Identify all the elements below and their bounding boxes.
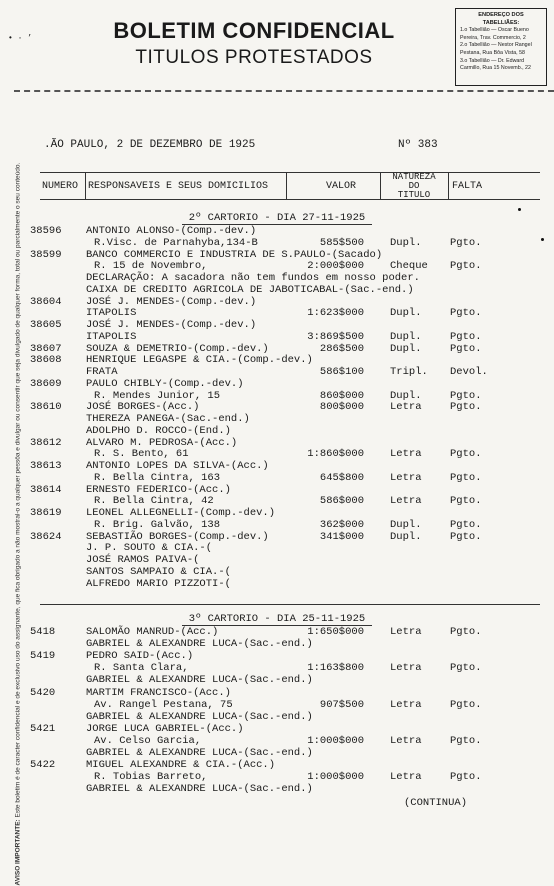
notary-address-line: 1.o Tabellião — Oscar Bueno: [460, 27, 529, 34]
notary-address-line: 3.o Tabellião — Dr. Edward: [460, 57, 525, 64]
table-row: [0, 626, 554, 639]
fault-reason: Pgto.: [450, 260, 482, 273]
entry-number: 5420: [30, 686, 56, 699]
title-nature: Letra: [390, 495, 422, 508]
fault-reason: Pgto.: [450, 342, 482, 355]
title-nature: Letra: [390, 771, 422, 784]
section-title: 3º CARTORIO - DIA 25-11-1925: [188, 613, 366, 625]
responsible-party: GABRIEL & ALEXANDRE LUCA-(Sac.-end.): [86, 674, 313, 687]
fault-reason: Pgto.: [450, 662, 482, 675]
responsible-party: PEDRO SAID-(Acc.): [86, 650, 194, 663]
responsible-party: Av. Rangel Pestana, 75: [94, 698, 233, 711]
amount: 860$000: [319, 389, 364, 402]
bulletin-subtitle: TITULOS PROTESTADOS: [135, 47, 373, 68]
section-title: 2º CARTORIO - DIA 27-11-1925: [188, 212, 366, 224]
notary-addresses-title: ENDEREÇO DOS TABELLIÃES:: [478, 12, 524, 26]
notary-address-line: Pereira, Trav. Commercio, 2: [460, 34, 526, 41]
responsible-party: R. Bella Cintra, 163: [94, 471, 221, 484]
amount: 586$100: [319, 366, 364, 378]
entry-number: 38599: [30, 248, 62, 261]
responsible-party: GABRIEL & ALEXANDRE LUCA-(Sac.-end.): [86, 747, 313, 759]
table-row: [0, 783, 554, 796]
entry-number: 38607: [30, 342, 62, 355]
responsible-party: MIGUEL ALEXANDRE & CIA.-(Acc.): [86, 759, 276, 772]
amount: 907$500: [319, 698, 364, 711]
table-row: [0, 662, 554, 675]
fault-reason: Devol.: [450, 366, 488, 378]
table-header: [40, 172, 540, 200]
fault-reason: Pgto.: [450, 236, 482, 249]
entry-number: 38604: [30, 295, 62, 308]
entry-number: 38609: [30, 377, 62, 390]
fault-reason: Pgto.: [450, 448, 482, 461]
entry-number: 5419: [30, 650, 56, 663]
entry-number: 5421: [30, 722, 56, 735]
fault-reason: Pgto.: [450, 530, 482, 543]
title-nature: Letra: [390, 626, 422, 638]
fault-reason: Pgto.: [450, 518, 482, 531]
amount: 1:000$000: [307, 734, 364, 747]
entry-number: 38619: [30, 507, 62, 519]
column-divider: [380, 173, 381, 199]
fault-reason: Pgto.: [450, 495, 482, 508]
column-divider: [286, 173, 287, 199]
table-row: [0, 723, 554, 736]
header-responsaveis: RESPONSAVEIS E SEUS DOMICILIOS: [88, 180, 269, 192]
title-nature: Dupl.: [390, 518, 422, 531]
responsible-party: J. P. SOUTO & CIA.-(: [86, 542, 213, 555]
amount: 585$500: [319, 236, 364, 249]
table-row: [0, 711, 554, 724]
table-row: [0, 578, 554, 591]
responsible-party: MARTIM FRANCISCO-(Acc.): [86, 686, 231, 699]
table-row: [0, 771, 554, 784]
responsible-party: R. Mendes Junior, 15: [94, 389, 221, 402]
responsible-party: PAULO CHIBLY-(Comp.-dev.): [86, 377, 244, 390]
header-natureza-line: DO: [408, 180, 420, 191]
responsible-party: JOSÉ BORGES-(Acc.): [86, 401, 200, 414]
title-nature: Dupl.: [390, 530, 422, 543]
entry-number: 38610: [30, 401, 62, 414]
amount: 3:869$500: [307, 330, 364, 343]
amount: 1:623$000: [307, 307, 364, 320]
responsible-party: SOUZA & DEMETRIO-(Comp.-dev.): [86, 342, 269, 355]
entry-number: 38624: [30, 530, 62, 543]
responsible-party: R.Visc. de Parnahyba,134-B: [94, 236, 258, 249]
title-nature: Dupl.: [390, 236, 422, 249]
notary-address-line: Carmillo, Rua 15 Novemb., 22: [460, 65, 531, 72]
responsible-party: R. Tobias Barreto,: [94, 771, 208, 784]
entry-number: 38613: [30, 460, 62, 472]
responsible-party: GABRIEL & ALEXANDRE LUCA-(Sac.-end.): [86, 783, 313, 796]
entry-number: 38608: [30, 354, 62, 367]
responsible-party: HENRIQUE LEGASPE & CIA.-(Comp.-dev.): [86, 354, 313, 367]
print-speck: [518, 208, 521, 211]
table-row: [0, 735, 554, 748]
amount: 2:000$000: [307, 260, 364, 273]
responsible-party: R. 15 de Novembro,: [94, 260, 208, 273]
table-row: [0, 747, 554, 760]
responsible-party: R. Santa Clara,: [94, 662, 189, 675]
responsible-party: ITAPOLIS: [86, 330, 137, 343]
responsible-party: THEREZA PANEGA-(Sac.-end.): [86, 413, 250, 425]
fault-reason: Pgto.: [450, 626, 482, 638]
responsible-party: BANCO COMMERCIO E INDUSTRIA DE S.PAULO-(Sacado): [86, 248, 383, 261]
responsible-party: FRATA: [86, 366, 118, 378]
table-row: [0, 699, 554, 712]
fault-reason: Pgto.: [450, 734, 482, 747]
header-falta: FALTA: [452, 180, 483, 192]
responsible-party: ANTONIO ALONSO-(Comp.-dev.): [86, 225, 257, 237]
entry-number: 38596: [30, 225, 62, 237]
entry-number: 5422: [30, 759, 56, 772]
notice-text: Este boletim é de caracter confidencial e de exclusivo uso do assignante, que fica obrigado a não mostral-o a qualquer pessôa e divulgar ou consentir que seja divulgado de qualquer forma, total ou parcialmente o seu conteúdo.: [14, 162, 22, 818]
entry-number: 38612: [30, 436, 62, 449]
bulletin-number: Nº 383: [398, 139, 438, 151]
title-nature: Dupl.: [390, 307, 422, 320]
header-natureza-line: NATUREZA: [392, 171, 436, 182]
fault-reason: Pgto.: [450, 771, 482, 784]
amount: 1:860$000: [307, 448, 364, 461]
fault-reason: Pgto.: [450, 471, 482, 484]
responsible-party: R. Brig. Galvão, 138: [94, 518, 221, 531]
title-nature: Letra: [390, 448, 422, 461]
responsible-party: ALVARO M. PEDROSA-(Acc.): [86, 436, 238, 449]
notary-address-line: 2.o Tabellião — Nestor Rangel: [460, 42, 532, 49]
responsible-party: Av. Celso Garcia,: [94, 734, 202, 747]
responsible-party: DECLARAÇÃO: A sacadora não tem fundos em nosso poder.: [86, 272, 420, 284]
column-divider: [85, 173, 86, 199]
amount: 362$000: [319, 518, 364, 531]
title-nature: Letra: [390, 401, 422, 414]
fault-reason: Pgto.: [450, 389, 482, 402]
responsible-party: SEBASTIÃO BORGES-(Comp.-dev.): [86, 530, 269, 543]
notary-addresses-box: [455, 8, 547, 86]
section-divider: [40, 604, 540, 605]
responsible-party: JORGE LUCA GABRIEL-(Acc.): [86, 722, 244, 735]
page-mark: • · ’: [8, 34, 33, 43]
amount: 286$500: [319, 342, 364, 355]
responsible-party: LEONEL ALLEGNELLI-(Comp.-dev.): [86, 507, 276, 519]
amount: 1:163$800: [307, 662, 364, 675]
entry-number: 38614: [30, 483, 62, 496]
amount: 1:650$000: [307, 626, 364, 638]
continues-label: (CONTINUA): [404, 797, 468, 809]
responsible-party: GABRIEL & ALEXANDRE LUCA-(Sac.-end.): [86, 638, 313, 651]
responsible-party: CAIXA DE CREDITO AGRICOLA DE JABOTICABAL-(Sac.-end.): [86, 283, 414, 296]
title-nature: Letra: [390, 734, 422, 747]
responsible-party: JOSÉ J. MENDES-(Comp.-dev.): [86, 295, 257, 308]
responsible-party: R. Bella Cintra, 42: [94, 495, 214, 508]
table-row: [0, 650, 554, 663]
notary-address-line: Pestana, Rua Bôa Vista, 58: [460, 49, 525, 56]
title-nature: Dupl.: [390, 389, 422, 402]
table-row: [0, 674, 554, 687]
amount: 1:000$000: [307, 771, 364, 784]
table-row: [0, 759, 554, 772]
header-natureza: [382, 173, 446, 199]
table-row: [0, 687, 554, 700]
notice-label: AVISO IMPORTANTE:: [14, 819, 22, 886]
title-nature: Cheque: [390, 260, 428, 273]
responsible-party: ALFREDO MARIO PIZZOTI-(: [86, 577, 231, 590]
header-numero: NUMERO: [42, 180, 79, 192]
fault-reason: Pgto.: [450, 698, 482, 711]
entry-number: 38605: [30, 319, 62, 331]
fault-reason: Pgto.: [450, 401, 482, 414]
header-divider: [14, 90, 554, 92]
responsible-party: ADOLPHO D. ROCCO-(End.): [86, 424, 231, 437]
header-valor: VALOR: [326, 180, 357, 192]
responsible-party: JOSÉ J. MENDES-(Comp.-dev.): [86, 319, 257, 331]
table-row: [0, 638, 554, 651]
responsible-party: ERNESTO FEDERICO-(Acc.): [86, 483, 231, 496]
title-nature: Tripl.: [390, 366, 428, 378]
amount: 645$800: [319, 471, 364, 484]
title-nature: Letra: [390, 471, 422, 484]
entry-number: 5418: [30, 626, 56, 638]
responsible-party: R. S. Bento, 61: [94, 448, 189, 461]
fault-reason: Pgto.: [450, 330, 482, 343]
header-natureza-line: TITULO: [397, 189, 431, 200]
responsible-party: JOSÉ RAMOS PAIVA-(: [86, 554, 200, 566]
responsible-party: SALOMÃO MANRUD-(Acc.): [86, 626, 219, 638]
title-nature: Dupl.: [390, 330, 422, 343]
responsible-party: SANTOS SAMPAIO & CIA.-(: [86, 565, 231, 578]
amount: 800$000: [319, 401, 364, 414]
title-nature: Letra: [390, 698, 422, 711]
column-divider: [448, 173, 449, 199]
bulletin-title: BOLETIM CONFIDENCIAL: [113, 18, 395, 43]
responsible-party: GABRIEL & ALEXANDRE LUCA-(Sac.-end.): [86, 710, 313, 723]
title-nature: Letra: [390, 662, 422, 675]
print-speck: [541, 238, 544, 241]
amount: 341$000: [319, 530, 364, 543]
title-nature: Dupl.: [390, 342, 422, 355]
fault-reason: Pgto.: [450, 307, 482, 320]
dateline: .ÃO PAULO, 2 DE DEZEMBRO DE 1925: [44, 139, 256, 151]
responsible-party: ITAPOLIS: [86, 307, 137, 320]
responsible-party: ANTONIO LOPES DA SILVA-(Acc.): [86, 460, 269, 472]
amount: 586$000: [319, 495, 364, 508]
